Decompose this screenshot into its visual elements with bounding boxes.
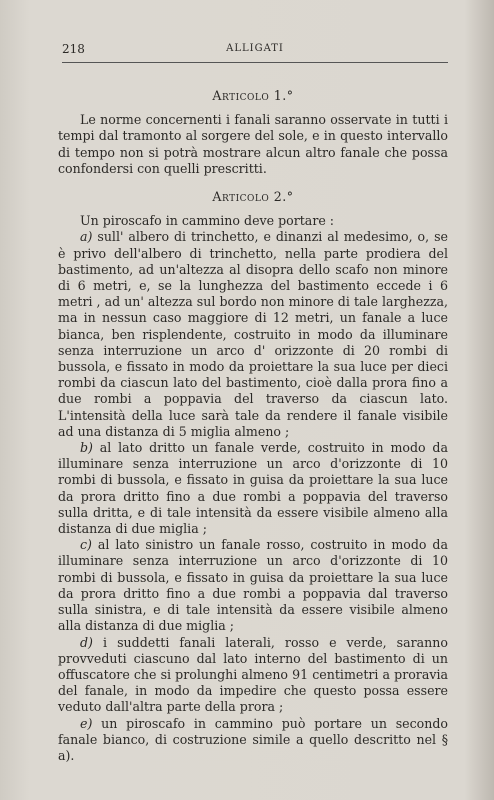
- article-1-heading: Articolo 1.°: [212, 88, 294, 103]
- item-letter: a): [80, 229, 93, 245]
- item-text: i suddetti fanali laterali, rosso e verde, saranno provveduti ciascuno dal lato interno del bastimento di un offuscatore che si prolunghi almeno 91 centimetri a proravia del fanale, in modo da impedire che questo possa essere veduto dall'altra parte della prora ;: [58, 634, 448, 715]
- item-text: sull' albero di trinchetto, e dinanzi al medesimo, o, se è privo dell'albero di trinchetto, nella parte prodiera del bastimento, ad un'altezza al disopra dello scafo non minore di 6 metri, e, se la lunghezza del bastimento eccede i 6 metri , ad un' altezza sul bordo non minore di tale larghezza, ma in nessun caso maggiore di 12 metri, un fanale a luce bianca, ben risplendente, costruito in modo da illuminare senza interruzione un arco d' orizzonte di 20 rombi di bussola, e fissato in modo da proiettare la sua luce per dieci rombi da ciascun lato del bastimento, cioè dalla prora fino a due rombi a poppavia del traverso da ciascun lato. L'intensità della luce sarà tale da rendere il fanale visibile ad una distanza di 5 miglia almeno ;: [58, 229, 448, 439]
- article-1-paragraph: Le norme concernenti i fanali saranno osservate in tutti i tempi dal tramonto al sorgere del sole, e in questo intervallo di tempo non si potrà mostrare alcun altro fanale che possa confondersi con quelli prescritti.: [58, 112, 448, 176]
- body-text: [58, 88, 448, 764]
- running-title: ALLIGATI: [226, 43, 284, 54]
- article-2-heading: Articolo 2.°: [212, 189, 294, 205]
- item-e: [58, 716, 448, 765]
- item-d: [58, 635, 448, 716]
- item-a: [58, 229, 448, 440]
- running-header: [62, 42, 448, 63]
- item-text: al lato dritto un fanale verde, costruito in modo da illuminare senza interruzione un arco d'orizzonte di 10 rombi di bussola, e fissato in guisa da proiettare la sua luce da prora dritto fino a due rombi a poppavia del traverso sulla dritta, e di tale intensità da essere visibile almeno alla distanza di due miglia ;: [58, 440, 448, 537]
- item-letter: c): [80, 537, 92, 553]
- item-text: al lato sinistro un fanale rosso, costruito in modo da illuminare senza interruzione un arco d'orizzonte di 10 rombi di bussola, e fissato in guisa da proiettare la sua luce da prora dritto fino a due rombi a poppavia dal traverso sulla sinistra, e di tale intensità da essere visibile almeno alla distanza di due miglia ;: [58, 537, 448, 634]
- article-2-intro: Un piroscafo in cammino deve portare :: [80, 213, 335, 229]
- item-letter: b): [80, 440, 93, 456]
- item-letter: d): [80, 634, 93, 650]
- item-text: un piroscafo in cammino può portare un secondo fanale bianco, di costruzione simile a quello descritto nel § a).: [58, 715, 448, 763]
- page-number: 218: [62, 42, 85, 56]
- item-c: [58, 537, 448, 634]
- item-b: [58, 440, 448, 537]
- item-letter: e): [80, 715, 93, 731]
